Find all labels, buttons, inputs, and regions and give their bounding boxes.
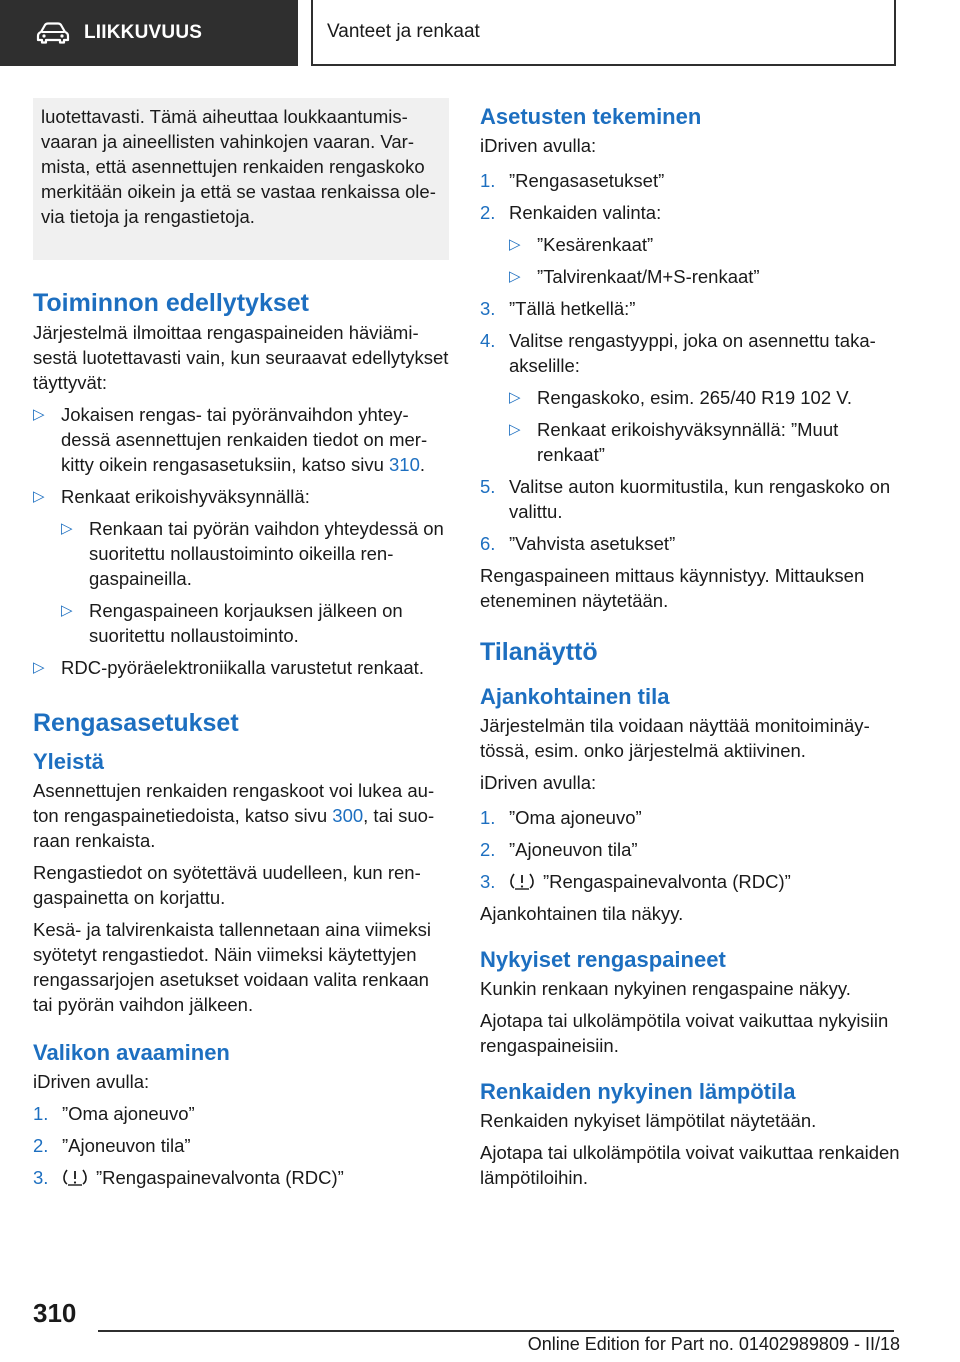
general-p2: Rengastiedot on syötettävä uudelleen, kun rengaspainetta on korjattu.	[33, 862, 421, 908]
left-column	[33, 98, 449, 1197]
pressure-p2: Ajotapa tai ulkolämpötila voivat vaikuttaa nykyisiin rengaspaineisiin.	[480, 1010, 889, 1056]
topic-label: Vanteet ja renkaat	[327, 21, 480, 42]
car-icon	[36, 21, 70, 45]
list-item: ▷ Renkaat erikoishyväksynnällä: ”Muut renkaat”	[509, 417, 900, 467]
section-tab	[0, 0, 298, 66]
list-item: ▷ ”Talvirenkaat/M+S-renkaat”	[509, 264, 900, 289]
general-p1: Asennettujen renkaiden rengaskoot voi lukea auton rengaspainetiedoista, katso sivu 300, tai suoraan renkaista.	[33, 780, 435, 851]
page-link-300[interactable]: 300	[332, 805, 364, 826]
list-item: ▷ Rengaspaineen korjauksen jälkeen on suoritettu nollaustoiminto.	[61, 598, 449, 648]
section-label: LIIKKUVUUS	[84, 22, 203, 43]
make-settings-steps	[480, 168, 900, 556]
heading-current-status: Ajankohtainen tila	[480, 684, 670, 709]
measurement-note: Rengaspaineen mittaus käynnistyy. Mittauksen eteneminen näytetään.	[480, 565, 865, 611]
warning-text: luotettavasti. Tämä aiheuttaa loukkaantumisvaaran ja aineellisten vahinkojen vaaran. Varmista, että asennettujen renkaiden rengaskoko merkitään oikein ja että se vastaa renkaissa olevia tietoja ja rengastietoja.	[41, 106, 436, 227]
prereq-intro: Järjestelmä ilmoittaa rengaspaineiden häviämisestä luotettavasti vain, kun seuraavat edellytykset täyttyvät:	[33, 322, 449, 393]
temp-p1: Renkaiden nykyiset lämpötilat näytetään.	[480, 1110, 817, 1131]
heading-make-settings: Asetusten tekeminen	[480, 104, 702, 129]
footer-divider	[98, 1330, 894, 1332]
step-item: 2. ”Ajoneuvon tila”	[33, 1135, 191, 1156]
current-status-p3: Ajankohtainen tila näkyy.	[480, 903, 684, 924]
list-item-text: Jokaisen rengas- tai pyöränvaihdon yhteydessä asennettujen renkaiden tiedot on merkitty oikein rengasasetuksiin, katso sivu	[61, 404, 428, 475]
sub-list	[509, 385, 900, 467]
page-link-310[interactable]: 310	[389, 454, 420, 475]
step-item: 6. ”Vahvista asetukset”	[480, 533, 676, 554]
heading-status-display: Tilanäyttö	[480, 638, 598, 666]
list-item: ▷ RDC-pyöräelektroniikalla varustetut renkaat.	[33, 655, 449, 680]
step-item: 3. ”Tällä hetkellä:”	[480, 298, 636, 319]
list-item: ▷ ”Kesärenkaat”	[509, 232, 900, 257]
list-item: ▷ Renkaan tai pyörän vaihdon yhteydessä on suoritettu nollaustoiminto oikeilla rengaspaineilla.	[61, 516, 449, 591]
step-item: 1. ”Rengasasetukset”	[480, 170, 665, 191]
general-p3: Kesä- ja talvirenkaista tallennetaan aina viimeksi syötetyt rengastiedot. Näin viimeksi käytettyjen rengassarjojen asetukset voidaan valita renkaan tai pyörän vaihdon jälkeen.	[33, 919, 431, 1015]
topic-box	[311, 0, 896, 66]
list-item-text: Renkaat erikoishyväksynnällä:	[61, 486, 310, 507]
heading-current-pressures: Nykyiset rengaspaineet	[480, 947, 726, 972]
sub-list	[509, 232, 900, 289]
list-item	[33, 484, 449, 648]
heading-open-menu: Valikon avaaminen	[33, 1040, 230, 1065]
step-item: 4. Valitse rengastyyppi, joka on asennettu takaakselille: ▷ Rengaskoko, esim. 265/40 R19 102 V. ▷ Renkaat erikoishyväksynnällä: ”Muut renkaat”	[480, 328, 900, 467]
list-item	[33, 402, 449, 477]
warning-box	[33, 98, 449, 260]
current-status-p2: iDriven avulla:	[480, 772, 597, 793]
sub-list	[61, 516, 449, 648]
step-item: 1. ”Oma ajoneuvo”	[33, 1103, 195, 1124]
step-item: 3. ”Rengaspainevalvonta (RDC)”	[33, 1167, 344, 1188]
edition-note: Online Edition for Part no. 01402989809 - II/18	[527, 1334, 900, 1354]
page-header	[0, 0, 960, 66]
heading-prerequisites: Toiminnon edellytykset	[33, 289, 309, 317]
make-settings-intro: iDriven avulla:	[480, 135, 597, 156]
heading-tire-settings: Rengasasetukset	[33, 709, 239, 737]
heading-current-temperature: Renkaiden nykyinen lämpötila	[480, 1079, 796, 1104]
step-item: 3. ”Rengaspainevalvonta (RDC)”	[480, 871, 791, 892]
step-item: 2. Renkaiden valinta: ▷ ”Kesärenkaat” ▷ ”Talvirenkaat/M+S-renkaat”	[480, 200, 900, 289]
right-column	[480, 98, 900, 1197]
list-item-end: .	[419, 454, 426, 475]
current-status-steps	[480, 805, 900, 894]
step-item: 2. ”Ajoneuvon tila”	[480, 839, 638, 860]
temp-p2: Ajotapa tai ulkolämpötila voivat vaikuttaa renkaiden lämpötiloihin.	[480, 1142, 900, 1188]
tire-pressure-warning-icon	[62, 1168, 88, 1186]
step-item: 1. ”Oma ajoneuvo”	[480, 807, 642, 828]
open-menu-intro: iDriven avulla:	[33, 1071, 150, 1092]
prereq-list	[33, 402, 449, 680]
heading-general: Yleistä	[33, 749, 104, 774]
open-menu-steps	[33, 1101, 449, 1190]
list-item: ▷ Rengaskoko, esim. 265/40 R19 102 V.	[509, 385, 900, 410]
step-item: 5. Valitse auton kuormitustila, kun rengaskoko on valittu.	[480, 476, 891, 522]
page-number: 310	[33, 1298, 77, 1328]
pressure-p1: Kunkin renkaan nykyinen rengaspaine näkyy.	[480, 978, 851, 999]
tire-pressure-warning-icon	[509, 872, 535, 890]
current-status-p1: Järjestelmän tila voidaan näyttää monitoiminäytössä, esim. onko järjestelmä aktiivinen.	[480, 715, 870, 761]
